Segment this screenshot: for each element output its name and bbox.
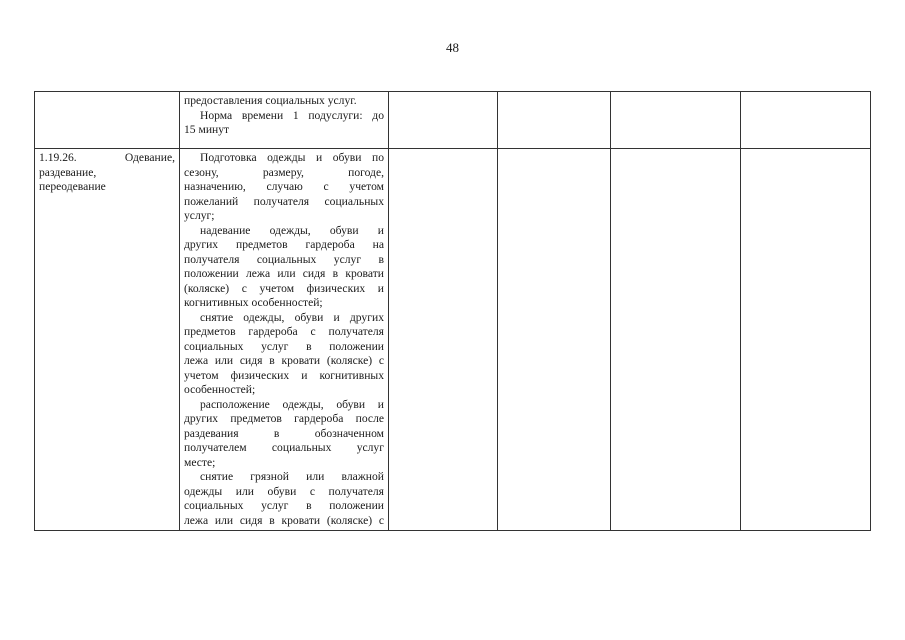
service-name-line: 1.19.26. Одевание,: [39, 151, 175, 164]
description-line: когнитивных особенностей;: [184, 296, 323, 309]
description-line: месте;: [184, 455, 216, 469]
description-line: других предметов гардероба после: [184, 412, 384, 425]
description-line: раздевания в обозначенном: [184, 426, 384, 440]
description-line: снятие одежды, обуви и других: [200, 310, 384, 324]
description-line: услуг;: [184, 209, 215, 222]
cell-service-name: [35, 149, 180, 531]
cell-empty: [741, 149, 871, 531]
service-name-line: раздевание,: [39, 165, 97, 179]
description-line: надевание одежды, обуви и: [200, 223, 384, 237]
description-line: сезону, размеру, погоде,: [184, 165, 384, 179]
cell-empty: [389, 92, 498, 149]
description-line: социальных услуг в положении: [184, 499, 384, 512]
description-line: лежа или сидя в кровати (коляске) с: [184, 513, 384, 527]
page-number: 48: [446, 40, 459, 55]
description-line: 15 минут: [184, 123, 230, 136]
description-line: пожеланий получателя социальных: [184, 194, 384, 208]
cell-empty: [389, 149, 498, 531]
description-line: предметов гардероба с получателя: [184, 325, 384, 338]
cell-empty: [611, 92, 741, 149]
description-line: назначению, случаю с учетом: [184, 180, 384, 193]
description-line: снятие грязной или влажной: [200, 470, 384, 483]
table-row-continuation: [35, 92, 871, 149]
description-line: положении лежа или сидя в кровати: [184, 267, 384, 280]
description-line: особенностей;: [184, 383, 256, 396]
cell-service-description: [180, 149, 389, 531]
description-line: предоставления социальных услуг.: [184, 94, 357, 107]
description-line: получателем социальных услуг: [184, 441, 384, 454]
description-line: учетом физических и когнитивных: [184, 368, 384, 382]
description-line: расположение одежды, обуви и: [200, 397, 384, 411]
description-line: получателя социальных услуг в: [184, 252, 384, 266]
description-line: социальных услуг в положении: [184, 339, 384, 353]
description-line: Подготовка одежды и обуви по: [200, 151, 384, 164]
description-line: Норма времени 1 подуслуги: до: [200, 108, 384, 122]
cell-empty: [498, 149, 611, 531]
description-line: других предметов гардероба на: [184, 238, 384, 251]
cell-description-continuation: [180, 92, 389, 149]
cell-empty: [611, 149, 741, 531]
description-line: лежа или сидя в кровати (коляске) с: [184, 354, 384, 367]
cell-empty: [741, 92, 871, 149]
table-row-service: [35, 149, 871, 531]
description-line: (коляске) с учетом физических и: [184, 281, 384, 295]
description-line: одежды или обуви с получателя: [184, 484, 384, 498]
service-name-line: переодевание: [39, 180, 106, 193]
services-table: [34, 91, 871, 531]
cell-empty: [498, 92, 611, 149]
cell-name-empty: [35, 92, 180, 149]
